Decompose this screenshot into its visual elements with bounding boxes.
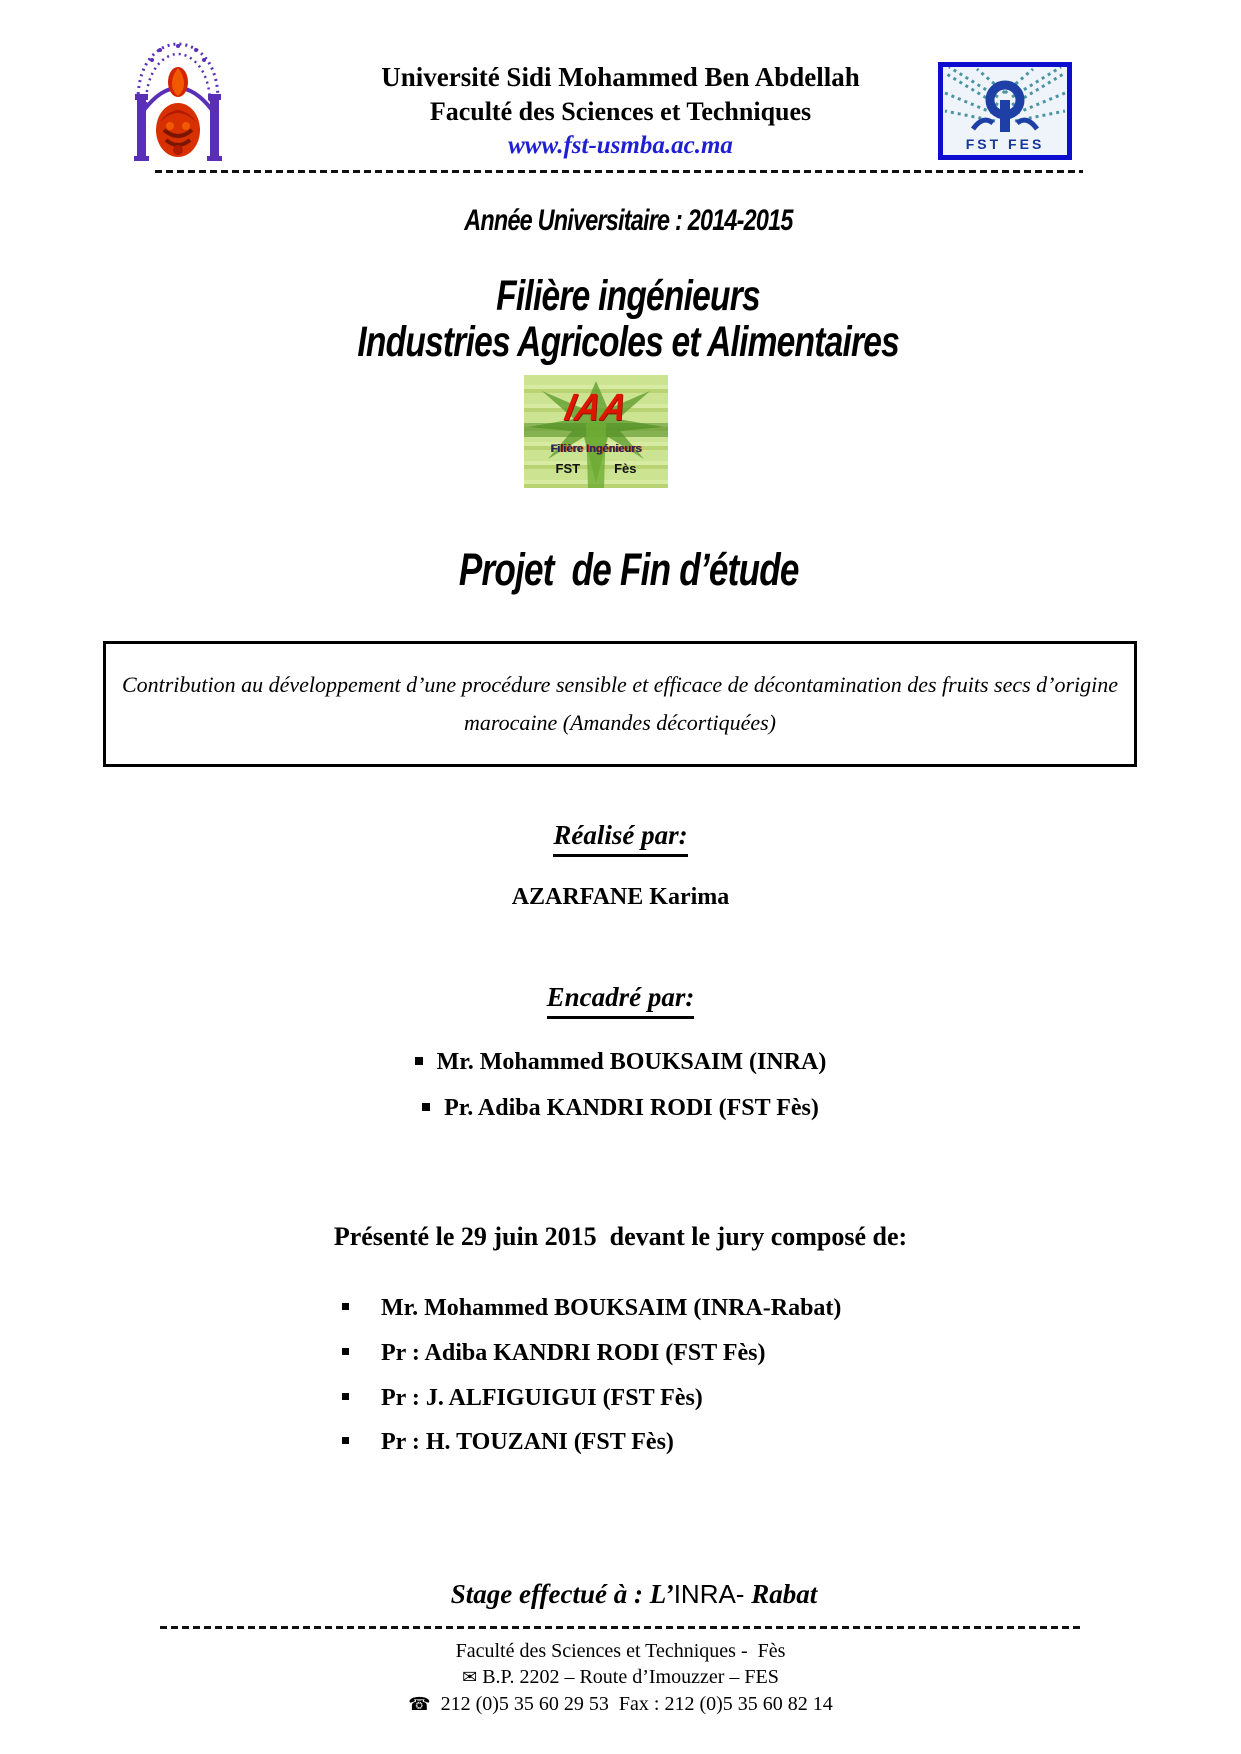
internship-prefix: Stage effectué à : L’ — [450, 1579, 674, 1609]
square-bullet-icon — [342, 1437, 349, 1444]
supervisor-name: Pr. Adiba KANDRI RODI (FST Fès) — [444, 1094, 819, 1121]
square-bullet-icon — [342, 1393, 349, 1400]
list-item — [0, 1048, 1241, 1077]
internship-suffix: Rabat — [744, 1579, 818, 1609]
document-type-title: Projet de Fin d’étude — [458, 544, 799, 595]
realise-par-section — [0, 820, 1241, 857]
iaa-fst-label: FST — [555, 461, 581, 476]
internship-org: INRA- — [673, 1579, 745, 1609]
jury-member: Pr : H. TOUZANI (FST Fès) — [381, 1429, 674, 1456]
footer-faculty-line: Faculté des Sciences et Techniques - Fès — [455, 1640, 786, 1662]
encadre-par-heading: Encadré par: — [547, 982, 695, 1019]
jury-member: Pr : J. ALFIGUIGUI (FST Fès) — [381, 1384, 703, 1411]
list-item — [342, 1384, 841, 1413]
list-item — [342, 1428, 841, 1457]
mail-icon: ✉ — [462, 1667, 478, 1689]
jury-list — [342, 1294, 841, 1473]
jury-member: Pr : Adiba KANDRI RODI (FST Fès) — [381, 1339, 766, 1366]
list-item — [342, 1339, 841, 1368]
faculty-name: Faculté des Sciences et Techniques — [429, 96, 812, 126]
thesis-title: Contribution au développement d’une procédure sensible et efficace de décontamination des fruits secs d’origine marocaine (Amandes décortiquées) — [121, 671, 1119, 735]
header-divider — [155, 170, 1083, 173]
list-item — [342, 1294, 841, 1323]
iaa-filiere-label: Filière Ingénieurs — [550, 443, 642, 455]
supervisor-name: Mr. Mohammed BOUKSAIM (INRA) — [436, 1049, 827, 1075]
footer-address-line: ✉ B.P. 2202 – Route d’Imouzzer – FES — [462, 1666, 779, 1689]
phone-icon: ☎ — [408, 1693, 431, 1715]
program-line2: Industries Agricoles et Alimentaires — [357, 318, 900, 366]
iaa-acronym: IAA — [560, 387, 632, 429]
fst-fes-caption: FST FES — [965, 136, 1045, 152]
thesis-title-box — [103, 641, 1137, 767]
university-name: Université Sidi Mohammed Ben Abdellah — [381, 62, 860, 92]
realise-par-heading: Réalisé par: — [553, 820, 687, 857]
footer-phone-line: ☎ 212 (0)5 35 60 29 53 Fax : 212 (0)5 35 60 82 14 — [408, 1692, 833, 1715]
fst-fes-logo — [938, 62, 1072, 160]
square-bullet-icon — [422, 1103, 430, 1111]
iaa-logo — [524, 375, 668, 488]
square-bullet-icon — [415, 1057, 423, 1065]
fst-fes-logo-icon — [943, 67, 1067, 155]
list-item — [0, 1094, 1241, 1123]
iaa-fes-label: Fès — [614, 461, 637, 476]
iaa-fst-fes-labels — [524, 461, 668, 476]
footer-divider — [160, 1626, 1082, 1629]
academic-year: Année Universitaire : 2014-2015 — [464, 204, 793, 237]
square-bullet-icon — [342, 1303, 349, 1310]
program-line1: Filière ingénieurs — [496, 272, 761, 320]
jury-heading: Présenté le 29 juin 2015 devant le jury composé de: — [333, 1222, 908, 1251]
website-link[interactable]: www.fst-usmba.ac.ma — [508, 131, 733, 159]
square-bullet-icon — [342, 1348, 349, 1355]
footer-block — [0, 1638, 1241, 1717]
encadre-par-section — [0, 982, 1241, 1019]
supervisors-list — [0, 1048, 1241, 1140]
author-name: AZARFANE Karima — [511, 884, 730, 910]
jury-member: Mr. Mohammed BOUKSAIM (INRA-Rabat) — [381, 1295, 842, 1321]
